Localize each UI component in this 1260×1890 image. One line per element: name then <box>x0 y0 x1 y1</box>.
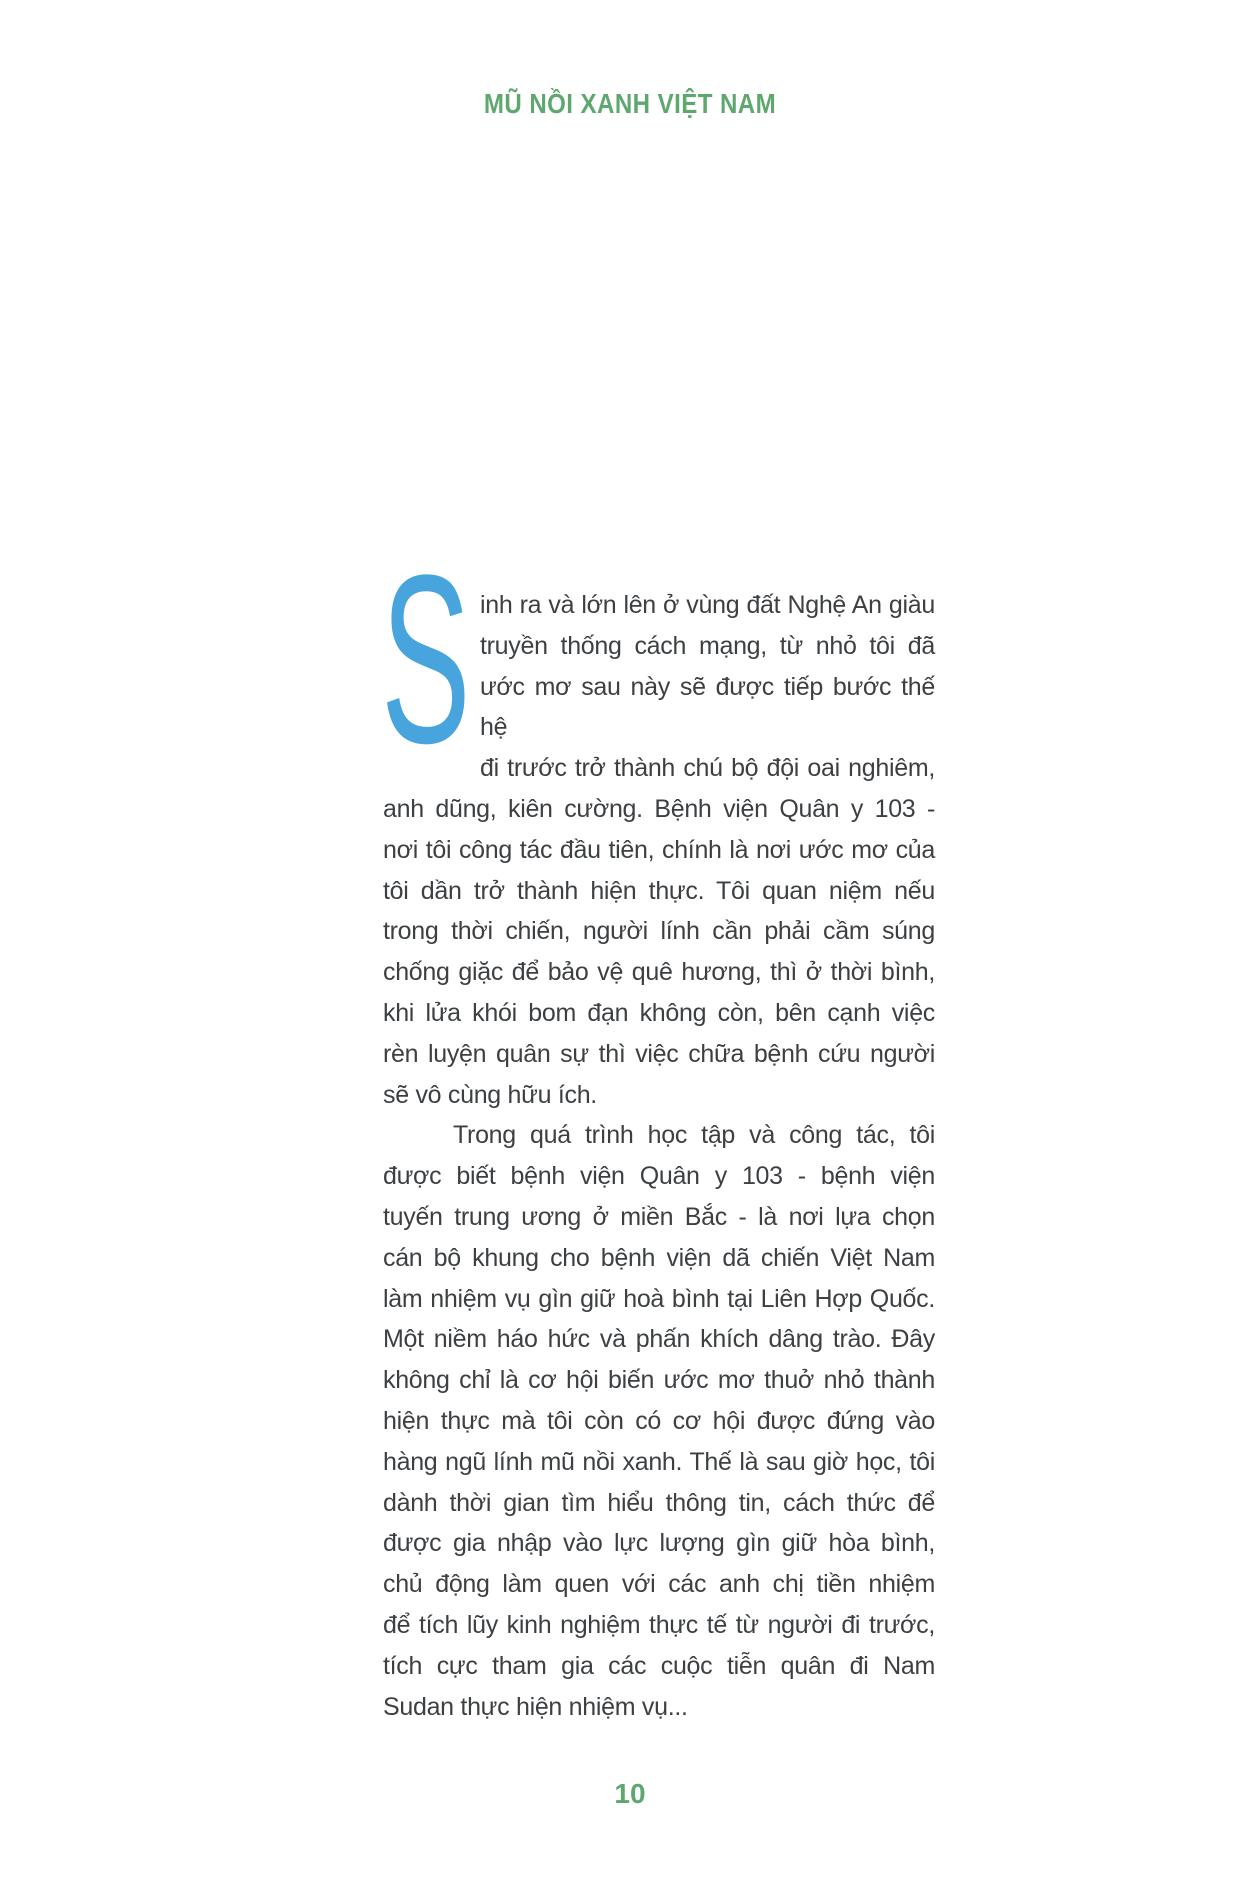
text-line: làm nhiệm vụ gìn giữ hoà bình tại Liên Hợp Quốc. <box>383 1284 935 1313</box>
text-line: anh dũng, kiên cường. Bệnh viện Quân y 103 - <box>383 794 935 823</box>
page-number: 10 <box>614 1778 646 1809</box>
text-line: không chỉ là cơ hội biến ước mơ thuở nhỏ thành <box>383 1366 935 1395</box>
text-line: rèn luyện quân sự thì việc chữa bệnh cứu người <box>383 1039 935 1068</box>
text-line: truyền thống cách mạng, từ nhỏ tôi đã <box>480 631 935 660</box>
running-header: MŨ NỒI XANH VIỆT NAM <box>483 88 777 119</box>
text-line: được gia nhập vào lực lượng gìn giữ hòa bình, <box>383 1529 935 1558</box>
text-line: để tích lũy kinh nghiệm thực tế từ người đi trước, <box>383 1610 935 1639</box>
text-line: trong thời chiến, người lính cần phải cầm súng <box>383 917 935 946</box>
text-line: Một niềm háo hức và phấn khích dâng trào. Đây <box>383 1325 935 1354</box>
text-line: tôi dần trở thành hiện thực. Tôi quan niệm nếu <box>383 876 935 905</box>
text-line: được biết bệnh viện Quân y 103 - bệnh viện <box>383 1162 935 1191</box>
drop-cap-letter: S <box>381 525 471 793</box>
text-line: hiện thực mà tôi còn có cơ hội được đứng vào <box>383 1406 935 1435</box>
text-line: khi lửa khói bom đạn không còn, bên cạnh việc <box>383 998 935 1027</box>
text-line: nơi tôi công tác đầu tiên, chính là nơi ước mơ của <box>383 835 935 864</box>
text-line: tuyến trung ương ở miền Bắc - là nơi lựa chọn <box>383 1202 935 1231</box>
text-line: sẽ vô cùng hữu ích. <box>383 1080 597 1109</box>
text-line: inh ra và lớn lên ở vùng đất Nghệ An giàu <box>480 591 935 619</box>
text-line: Sudan thực hiện nhiệm vụ... <box>383 1692 688 1721</box>
text-line: hàng ngũ lính mũ nồi xanh. Thế là sau giờ học, tôi <box>383 1447 935 1476</box>
text-line: dành thời gian tìm hiểu thông tin, cách thức để <box>383 1488 935 1517</box>
text-line: Trong quá trình học tập và công tác, tôi <box>453 1121 935 1150</box>
text-line: tích cực tham gia các cuộc tiễn quân đi Nam <box>383 1651 935 1680</box>
text-line: cán bộ khung cho bệnh viện dã chiến Việt Nam <box>383 1243 935 1272</box>
text-line: đi trước trở thành chú bộ đội oai nghiêm, <box>480 754 935 783</box>
drop-cap <box>381 525 471 793</box>
text-line: chủ động làm quen với các anh chị tiền nhiệm <box>383 1570 935 1599</box>
text-line: chống giặc để bảo vệ quê hương, thì ở thời bình, <box>383 958 935 987</box>
text-line: ước mơ sau này sẽ được tiếp bước thế hệ <box>480 672 935 742</box>
body-text-block <box>381 525 935 1727</box>
